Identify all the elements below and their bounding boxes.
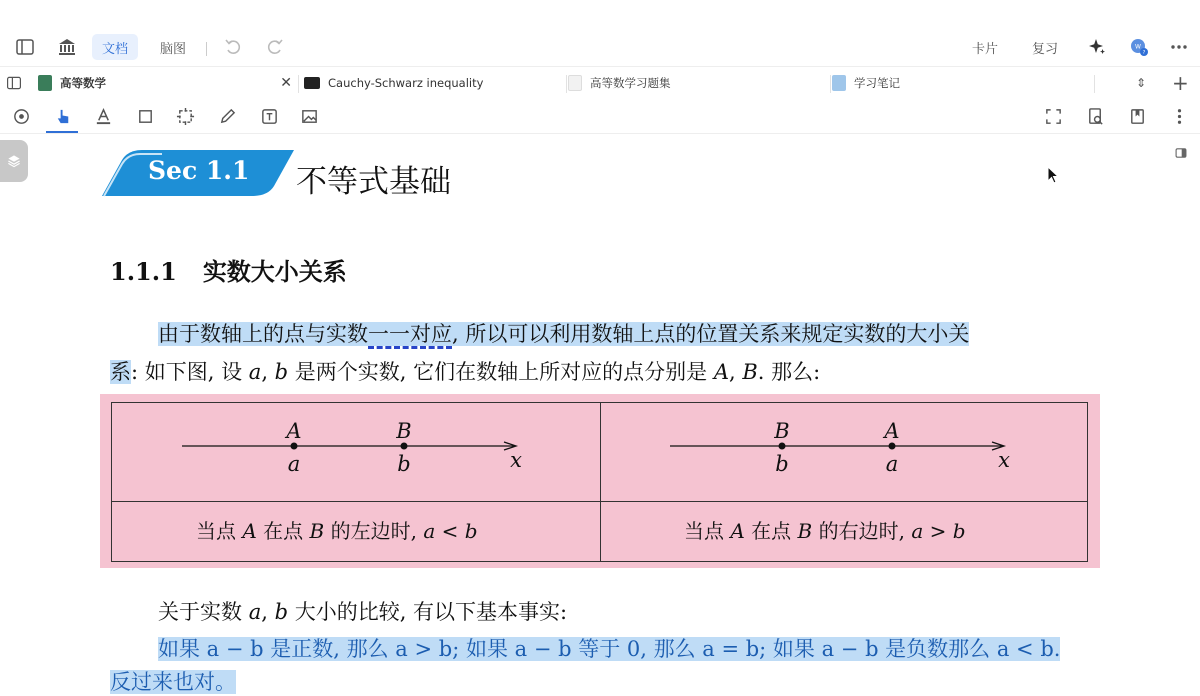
text-run: 当点 [196,519,243,543]
sidebar-toggle-icon[interactable] [12,34,38,60]
math-var: A [242,519,257,543]
tab-divider [298,75,299,93]
math-relation: a < b [423,519,478,543]
highlighted-text: 系 [110,360,131,384]
tab-exercise-set[interactable] [568,67,828,99]
subsection-number: 1.1.1 [110,257,177,286]
text-box-icon[interactable] [256,103,282,129]
tab-label: 高等数学习题集 [590,76,671,90]
number-line-right [600,403,1087,501]
paragraph-line [158,596,567,626]
document-view[interactable] [0,134,1200,694]
web-translate-icon[interactable] [1126,34,1152,60]
document-icon [568,75,582,91]
text-run: 大小的比较, 有以下基本事实: [288,600,568,624]
table-divider [112,501,1087,502]
math-relation: a > b [911,519,966,543]
active-tool-indicator [46,131,78,133]
svg-text:W: W [1135,43,1141,51]
toolbar-divider [206,42,207,56]
text-run: 的右边时, [812,519,912,543]
math-var: B [309,519,325,543]
math-var: b [274,600,289,624]
tab-divider [1094,75,1095,93]
close-tab-icon[interactable]: ✕ [280,75,292,91]
tab-study-notes[interactable] [832,67,1092,99]
math-var: B [742,360,758,384]
tab-sort-icon[interactable]: ⇕ [1136,76,1147,90]
math-var: B [797,519,813,543]
review-button[interactable]: 复习 [1032,41,1059,57]
text-run: : 如下图, 设 [131,360,249,384]
highlighted-text: 反过来也对。 [110,670,236,694]
value-label: b [775,452,789,476]
terminal-doc-icon [304,77,320,89]
ai-sparkle-icon[interactable] [1084,34,1110,60]
math-var: a [248,600,262,624]
redo-icon[interactable] [262,34,288,60]
point-label: B [774,419,790,443]
underlined-term: 一一对应 [368,322,452,349]
doc-mode-button[interactable]: 文档 [92,34,138,60]
text-run: 是两个实数, 它们在数轴上所对应的点分别是 [288,360,714,384]
value-label: a [885,452,899,476]
text-run: 关于实数 [158,600,249,624]
more-menu-icon[interactable] [1166,34,1192,60]
pen-icon[interactable] [214,103,240,129]
axis-label: x [998,448,1010,472]
top-toolbar [0,28,1200,66]
rectangle-select-icon[interactable] [132,103,158,129]
caption-right [684,515,966,544]
panel-toggle-icon[interactable] [6,67,26,99]
paragraph-line [158,318,969,348]
mindmap-mode-button[interactable]: 脑图 [160,41,187,57]
text-run: 在点 [744,519,798,543]
tab-cauchy-schwarz[interactable] [304,67,564,99]
point-label: B [396,419,412,443]
section-number: Sec 1.1 [148,156,250,185]
text-run: 当点 [684,519,731,543]
subsection-title: 实数大小关系 [202,257,347,286]
text-run: . 那么: [757,360,821,384]
tab-divider [830,75,831,93]
math-var: a [248,360,262,384]
tab-bar [0,66,1200,98]
sync-settings-icon[interactable] [8,103,34,129]
side-panel-toggle-icon[interactable] [1172,144,1190,162]
layers-icon[interactable] [0,140,28,182]
fullscreen-icon[interactable] [1040,103,1066,129]
math-var: A [713,360,729,384]
axis-label: x [510,448,522,472]
text-run: , [261,600,275,624]
book-icon [38,75,52,91]
card-button[interactable]: 卡片 [972,41,999,57]
caption-left [196,515,478,544]
math-var: A [730,519,745,543]
text-run: , [729,360,743,384]
bookmark-icon[interactable] [1124,103,1150,129]
highlighted-text: 如果 a − b 是正数, 那么 a > b; 如果 a − b 等于 0, 那么 a = b; 如果 a − b 是负数那么 a < b. [158,637,1061,661]
point-label: A [884,419,900,443]
point-label: A [286,419,302,443]
paragraph-line [158,633,1060,663]
paragraph-line [110,356,820,386]
notebook-icon [832,75,846,91]
tab-gaodeng-shuxue[interactable] [38,67,298,99]
text-run: , 所以可以利用数轴上点的位置关系来规定实数的大小关 [452,322,970,346]
math-var: b [274,360,289,384]
text-run: 在点 [256,519,310,543]
search-document-icon[interactable] [1082,103,1108,129]
text-run: 的左边时, [324,519,424,543]
text-run: 由于数轴上的点与实数 [158,322,368,346]
crop-icon[interactable] [172,103,198,129]
value-label: a [287,452,301,476]
image-icon[interactable] [296,103,322,129]
text-run: , [261,360,275,384]
tab-divider [566,75,567,93]
number-line-figure [100,394,1100,568]
figure-table [111,402,1088,562]
undo-icon[interactable] [220,34,246,60]
number-line-left [112,403,599,501]
mouse-cursor-icon [1046,166,1060,186]
annotation-toolbar [0,98,1200,134]
new-tab-icon[interactable]: + [1172,71,1189,95]
hand-pointer-icon[interactable] [50,103,76,129]
vertical-more-icon[interactable] [1166,103,1192,129]
highlighted-text [158,322,969,346]
tab-label: 高等数学 [60,76,106,90]
section-title: 不等式基础 [296,164,451,200]
tab-label: Cauchy-Schwarz inequality [328,76,484,90]
paragraph-line [110,666,236,696]
text-highlight-icon[interactable] [90,103,116,129]
library-icon[interactable] [54,34,80,60]
subsection-heading [110,252,347,287]
svg-text:?: ? [1142,50,1146,56]
value-label: b [397,452,411,476]
tab-label: 学习笔记 [854,76,900,90]
